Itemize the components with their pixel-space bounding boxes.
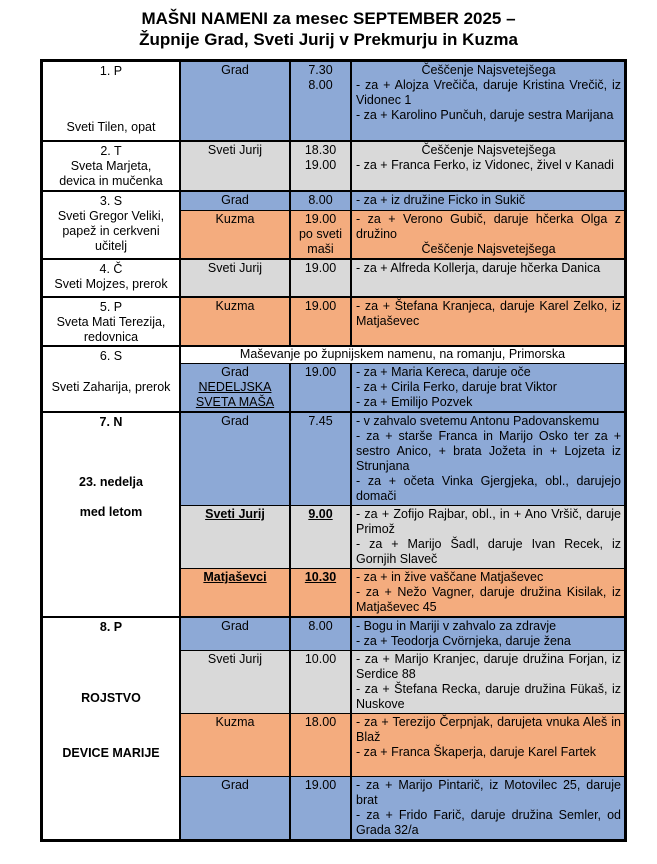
place-name: Kuzma [215,212,255,226]
time-value: po sveti [298,227,343,241]
intention-line: Češčenje Najsvetejšega [421,242,556,256]
intention-line: - za + Marijo Pintarič, iz Motovilec 25, daruje brat [356,778,621,807]
intention-line: - za + iz družine Ficko in Sukič [356,193,526,207]
time-cell [291,413,352,505]
saint-line: devica in mučenka [59,174,163,188]
intention-cell [352,260,624,296]
rows [181,192,624,258]
intention-line: - za + Karolino Punčuh, daruje sestra Marijana [356,108,614,122]
intention-cell [352,569,624,616]
intention-line: - za + Alfreda Kollerja, daruje hčerka Danica [356,261,601,275]
intention-cell [352,714,624,776]
intention-cell [352,142,624,190]
page-title-line1: MAŠNI NAMENI za mesec SEPTEMBER 2025 – [141,9,516,28]
intention-line: - za + starše Franca in Marijo Osko ter za + sestro Anico, + brata Jožeta in + Lojzeta iz Strunjana [356,429,621,473]
date-cell [43,298,181,345]
intention-line: - za + Maria Kereca, daruje oče [356,365,531,379]
date-cell [43,413,181,616]
time-cell [291,651,352,713]
page-title [0,0,657,50]
time-cell [291,618,352,650]
mass-row [181,260,624,296]
place-note-line: SVETA MAŠA [195,395,275,409]
place-cell [181,651,291,713]
intention-line: - za + Emilijo Pozvek [356,395,473,409]
day-label: 1. P [99,64,123,78]
place-name: Kuzma [215,299,255,313]
mass-row [181,142,624,190]
intention-cell [352,618,624,650]
day-group-7 [43,411,624,616]
intention-cell [352,413,624,505]
intention-line: - za + očeta Vinka Gjergjeka, obl., darujejo domači [356,474,621,503]
intention-line: Češčenje Najsvetejšega [421,63,556,77]
saint-line: Sveti Gregor Veliki, [57,209,165,223]
intention-line: - za + Terezijo Čerpnjak, darujeta vnuka Aleš in Blaž [356,715,621,744]
intention-cell [352,192,624,210]
intention-line: - za + Nežo Vagner, daruje družina Kisilak, iz Matjaševec 45 [356,585,621,614]
intention-cell [352,777,624,839]
intention-line: - za + Frido Farič, daruje družina Semler, od Grada 32/a [356,808,621,837]
time-value: 9.00 [308,507,333,521]
place-note-line: NEDELJSKA [198,380,272,394]
mass-row [181,413,624,505]
mass-row [181,62,624,140]
day-group-2 [43,140,624,190]
day-label: 7. N [99,415,123,429]
place-cell [181,211,291,258]
day-label: 2. T [100,144,122,158]
time-value: 19.00 [304,778,337,792]
day-group-4 [43,258,624,296]
time-value: 7.45 [308,414,333,428]
mass-row [181,568,624,616]
time-value: 10.30 [304,570,337,584]
time-value: 8.00 [308,78,333,92]
time-cell [291,298,352,345]
place-name: Grad [221,778,249,792]
place-name: Grad [221,63,249,77]
day-label: 4. Č [99,262,123,276]
place-name: Kuzma [215,715,255,729]
time-cell [291,506,352,568]
page-title-line2: Župnije Grad, Sveti Jurij v Prekmurju in Kuzma [139,30,518,49]
time-value: maši [307,242,334,256]
saint-line: med letom [79,505,143,519]
place-name: Sveti Jurij [205,507,265,521]
mass-row [181,713,624,776]
time-cell [291,211,352,258]
place-name: Matjaševci [203,570,267,584]
place-name: Sveti Jurij [207,143,263,157]
date-cell [43,62,181,140]
place-name: Grad [221,619,249,633]
intention-cell [352,364,624,411]
time-value: 19.00 [304,365,337,379]
intention-line: - za + Verono Gubič, daruje hčerka Olga z družino [356,212,621,241]
place-cell [181,714,291,776]
time-value: 19.00 [304,158,337,172]
rows [181,62,624,140]
time-value: 19.00 [304,299,337,313]
time-value: 18.00 [304,715,337,729]
place-cell [181,569,291,616]
place-cell [181,142,291,190]
time-cell [291,777,352,839]
saint-line: Sveti Zaharija, prerok [51,380,171,394]
date-cell [43,347,181,411]
place-cell [181,298,291,345]
saint-line: ROJSTVO [81,691,141,705]
mass-schedule-table [40,59,627,842]
intention-line: - za + Franca Škaperja, daruje Karel Fartek [356,745,597,759]
day-group-1 [43,62,624,140]
place-cell [181,260,291,296]
intention-cell [352,506,624,568]
intention-line: - za + Zofijo Rajbar, obl., in + Ano Vršič, daruje Primož [356,507,621,536]
time-value: 8.00 [308,193,333,207]
intention-line: - za + in žive vaščane Matjaševec [356,570,544,584]
mass-row [181,210,624,258]
intention-cell [352,298,624,345]
time-cell [291,714,352,776]
saint-line: redovnica [83,330,139,344]
time-cell [291,192,352,210]
intention-line: - za + Štefana Kranjeca, daruje Karel Zelko, iz Matjaševec [356,299,621,328]
place-name: Sveti Jurij [207,261,263,275]
date-cell [43,618,181,839]
place-cell [181,618,291,650]
intention-cell [352,62,624,140]
intention-line: - za + Teodorja Cvörnjeka, daruje žena [356,634,571,648]
intention-line: - za + Franca Ferko, iz Vidonec, živel v Kanadi [356,158,614,172]
note-text: Maševanje po župnijskem namenu, na romanju, Primorska [181,347,624,363]
mass-row [181,363,624,411]
day-label: 6. S [99,349,123,363]
time-value: 7.30 [308,63,333,77]
day-group-3 [43,190,624,258]
mass-row [181,776,624,839]
intention-line: - za + Cirila Ferko, daruje brat Viktor [356,380,557,394]
time-cell [291,569,352,616]
day-label: 3. S [99,194,123,208]
date-cell [43,260,181,296]
mass-row [181,298,624,345]
place-name: Grad [221,365,249,379]
intention-line: - Bogu in Mariji v zahvalo za zdravje [356,619,557,633]
place-name: Sveti Jurij [207,652,263,666]
time-cell [291,62,352,140]
place-name: Grad [221,193,249,207]
place-cell [181,506,291,568]
day-group-8 [43,616,624,839]
saint-line: DEVICE MARIJE [62,746,160,760]
intention-line: - za + Marijo Šadl, daruje Ivan Recek, iz Gornjih Slaveč [356,537,621,566]
intention-cell [352,651,624,713]
place-cell [181,413,291,505]
day-label: 5. P [99,300,123,314]
place-name: Grad [221,414,249,428]
mass-row [181,650,624,713]
time-value: 8.00 [308,619,333,633]
saint-line: papež in cerkveni [62,224,160,238]
place-cell [181,62,291,140]
rows [181,618,624,839]
time-value: 18.30 [304,143,337,157]
date-cell [43,142,181,190]
rows [181,298,624,345]
rows [181,142,624,190]
day-label: 8. P [99,620,123,634]
intention-cell [352,211,624,258]
intention-line: - za + Marijo Kranjec, daruje družina Forjan, iz Serdice 88 [356,652,621,681]
saint-line: Sveti Tilen, opat [66,120,156,134]
mass-row [181,505,624,568]
saint-line: učitelj [95,239,127,253]
saint-line: Sveta Mati Terezija, [56,315,166,329]
saint-line: Sveti Mojzes, prerok [54,277,168,291]
mass-row [181,618,624,650]
place-cell [181,777,291,839]
mass-row [181,192,624,210]
time-cell [291,260,352,296]
note-row [181,347,624,363]
intention-line: - za + Alojza Vrečiča, daruje Kristina Vrečič, iz Vidonec 1 [356,78,621,107]
intention-line: - v zahvalo svetemu Antonu Padovanskemu [356,414,600,428]
intention-line: - za + Štefana Recka, daruje družina Fükaš, iz Nuskove [356,682,621,711]
time-cell [291,364,352,411]
time-cell [291,142,352,190]
place-cell [181,364,291,411]
rows [181,413,624,616]
time-value: 19.00 [304,261,337,275]
time-value: 10.00 [304,652,337,666]
saint-line: 23. nedelja [79,475,143,489]
day-group-5 [43,296,624,345]
intention-line: Češčenje Najsvetejšega [421,143,556,157]
place-cell [181,192,291,210]
day-group-6 [43,345,624,411]
saint-line: Sveta Marjeta, [70,159,152,173]
time-value: 19.00 [304,212,337,226]
rows [181,347,624,411]
date-cell [43,192,181,258]
rows [181,260,624,296]
